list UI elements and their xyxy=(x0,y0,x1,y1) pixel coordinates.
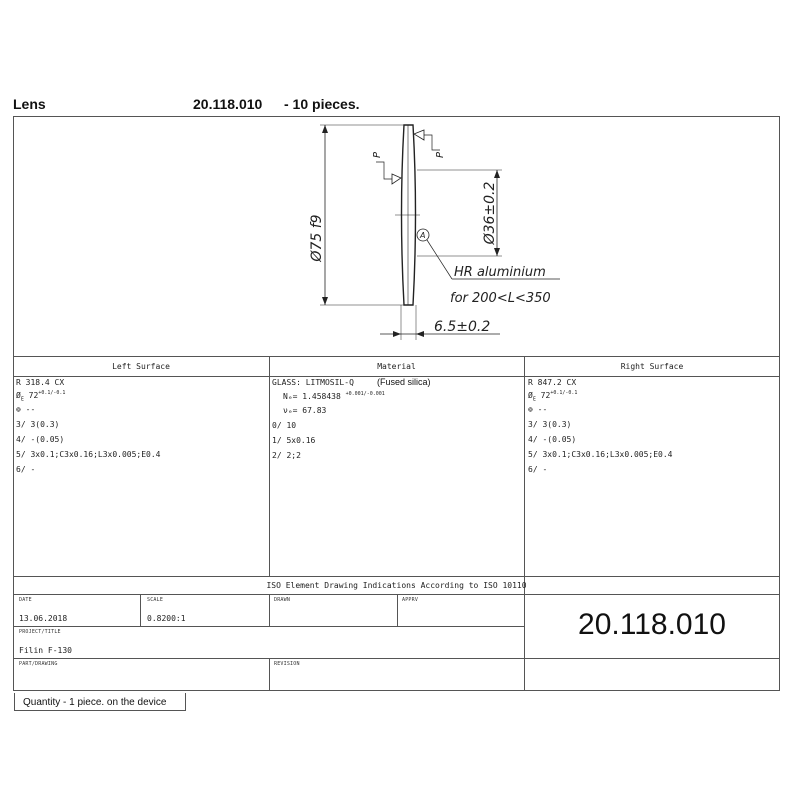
part-pieces: - 10 pieces. xyxy=(284,96,360,112)
material-line2: 2/ 2;2 xyxy=(272,451,301,460)
thickness-label: 6.5±0.2 xyxy=(434,319,491,335)
svg-text:P: P xyxy=(372,151,383,158)
left-surface-header: Left Surface xyxy=(112,362,170,371)
coating-label-2: for 200<L<350 xyxy=(450,291,551,306)
svg-text:A: A xyxy=(420,231,426,240)
aperture-label: Ø36±0.2 xyxy=(482,181,498,245)
drawn-label: DRAWN xyxy=(274,597,291,603)
right-line5: 5/ 3x0.1;C3x0.16;L3x0.005;E0.4 xyxy=(528,450,673,459)
left-line4: 4/ -(0.05) xyxy=(16,435,65,444)
material-header: Material xyxy=(377,362,416,371)
material-glass-note: (Fused silica) xyxy=(377,377,431,387)
revision-label: REVISION xyxy=(274,661,300,667)
right-diameter: $Ø_E$ $72^{+0.1/-0.1}$ xyxy=(528,390,578,403)
date-label: DATE xyxy=(19,597,32,603)
approved-label: APPRV xyxy=(402,597,419,603)
part-label: PART/DRAWING xyxy=(19,661,58,667)
right-surface-header: Right Surface xyxy=(620,362,684,371)
material-line1: 1/ 5x0.16 xyxy=(272,436,316,445)
material-nd: Nₑ= 1.458438 $^{+0.001/-0.001}$ xyxy=(283,391,385,401)
iso-line: ISO Element Drawing Indications According to ISO 10110 xyxy=(266,581,527,590)
scale-label: SCALE xyxy=(147,597,164,603)
diameter-label: Ø75 f9 xyxy=(309,214,325,262)
left-diameter: $Ø_E$ $72^{+0.1/-0.1}$ xyxy=(16,390,66,403)
drawing-number: 20.118.010 xyxy=(578,608,726,641)
material-vd: νₑ= 67.83 xyxy=(283,406,327,415)
right-line3: 3/ 3(0.3) xyxy=(528,420,572,429)
svg-text:P: P xyxy=(435,151,446,158)
material-glass: GLASS: LITMOSIL-Q xyxy=(272,378,354,387)
left-line5: 5/ 3x0.1;C3x0.16;L3x0.005;E0.4 xyxy=(16,450,161,459)
coating-label-1: HR aluminium xyxy=(454,265,546,280)
right-line4: 4/ -(0.05) xyxy=(528,435,577,444)
quantity-note: Quantity - 1 piece. on the device xyxy=(14,693,186,711)
date-value: 13.06.2018 xyxy=(19,614,68,623)
material-line0: 0/ 10 xyxy=(272,421,297,430)
left-line6: 6/ - xyxy=(16,465,36,474)
right-line6: 6/ - xyxy=(528,465,548,474)
left-bevel: ⊚ -- xyxy=(16,405,36,414)
left-radius: R 318.4 CX xyxy=(16,378,65,387)
lens-drawing xyxy=(280,118,600,350)
right-bevel: ⊚ -- xyxy=(528,405,548,414)
part-name: Lens xyxy=(13,96,46,112)
scale-value: 0.8200:1 xyxy=(147,614,186,623)
left-line3: 3/ 3(0.3) xyxy=(16,420,60,429)
project-label: PROJECT/TITLE xyxy=(19,629,61,635)
part-code: 20.118.010 xyxy=(193,96,263,112)
right-radius: R 847.2 CX xyxy=(528,378,577,387)
project-value: Filin F-130 xyxy=(19,646,72,655)
